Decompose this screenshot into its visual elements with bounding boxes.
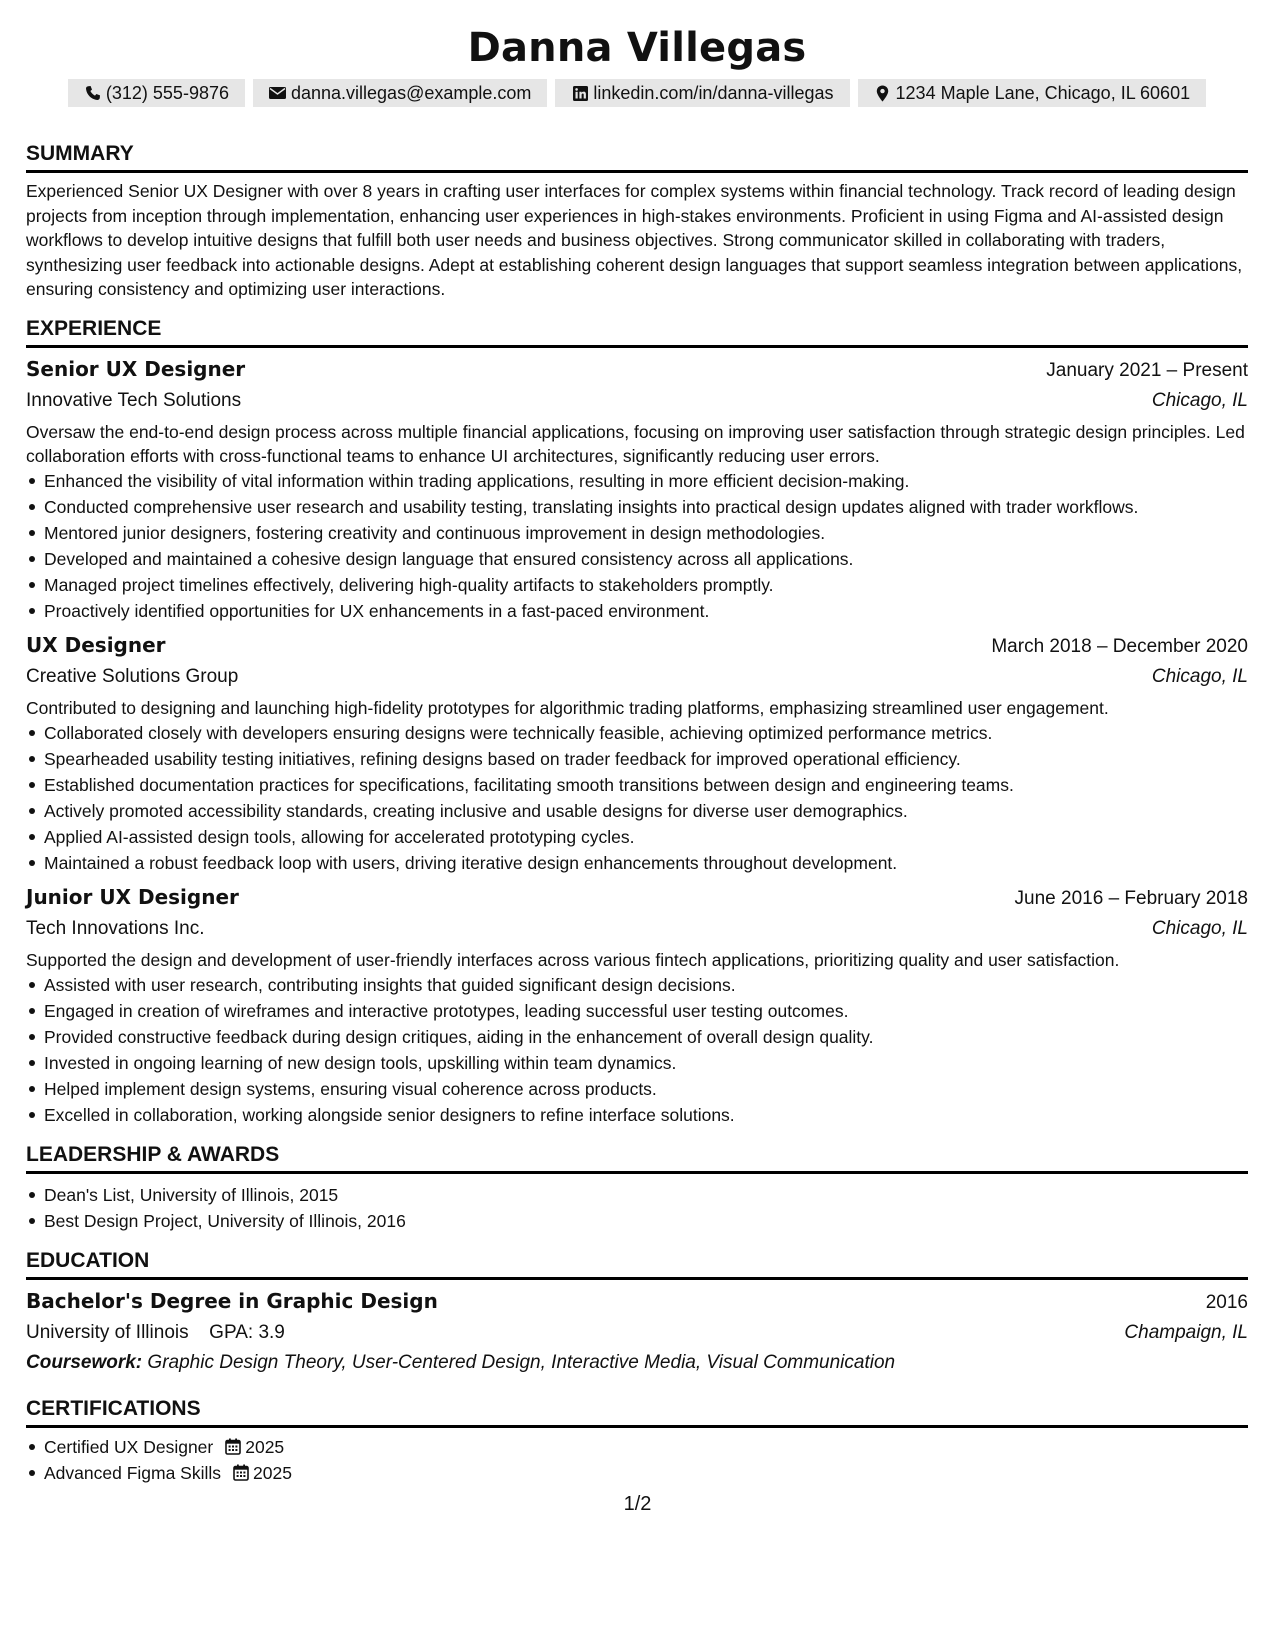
list-item: Helped implement design systems, ensuring visual coherence across products. — [44, 1076, 1248, 1102]
experience-section — [26, 316, 1248, 1128]
linkedin-text: linkedin.com/in/danna-villegas — [593, 82, 834, 103]
list-item: Collaborated closely with developers ensuring designs were technically feasible, achieving optimized performance metrics. — [44, 720, 1248, 746]
school-location: Champaign, IL — [1124, 1321, 1248, 1343]
job-dates: June 2016 – February 2018 — [1014, 887, 1248, 909]
education-heading: EDUCATION — [26, 1248, 1248, 1280]
cert-name: Advanced Figma Skills — [44, 1462, 222, 1483]
awards-list — [26, 1182, 1248, 1234]
awards-heading: LEADERSHIP & AWARDS — [26, 1142, 1248, 1174]
certifications-list — [26, 1434, 1248, 1486]
phone-chip[interactable] — [68, 79, 245, 107]
list-item: Spearheaded usability testing initiatives, refining designs based on trader feedback for improved operational efficiency. — [44, 746, 1248, 772]
coursework-line — [26, 1348, 1248, 1378]
job-title: UX Designer — [26, 632, 166, 657]
list-item: Dean's List, University of Illinois, 2015 — [44, 1182, 1248, 1208]
list-item — [44, 1434, 1248, 1460]
job-title: Junior UX Designer — [26, 884, 239, 909]
summary-text: Experienced Senior UX Designer with over 8 years in crafting user interfaces for complex systems within financial technology. Track record of leading design projects from inception through implementation, enhancing user experiences in high-stakes environments. Proficient in using Figma and AI-assisted design workflows to develop intuitive designs that fulfill both user needs and business objectives. Strong communicator skilled in collaborating with traders, synthesizing user feedback into actionable designs. Adept at establishing coherent design languages that support seamless integration between applications, ensuring consistency and optimizing user interactions. — [26, 181, 1243, 299]
job-location: Chicago, IL — [1151, 665, 1248, 687]
list-item: Provided constructive feedback during design critiques, aiding in the enhancement of overall design quality. — [44, 1024, 1248, 1050]
cert-year: 2025 — [253, 1462, 292, 1483]
job-entry — [26, 630, 1248, 876]
list-item: Mentored junior designers, fostering creativity and continuous improvement in design methodologies. — [44, 520, 1248, 546]
school-line — [26, 1318, 285, 1348]
awards-section — [26, 1142, 1248, 1234]
phone-text: (312) 555-9876 — [105, 82, 229, 103]
job-dates: January 2021 – Present — [1046, 359, 1248, 381]
coursework-text: Graphic Design Theory, User-Centered Design, Interactive Media, Visual Communication — [147, 1351, 896, 1373]
resume-page — [26, 0, 1248, 1486]
calendar-icon — [233, 1464, 249, 1481]
job-description: Supported the design and development of user-friendly interfaces across various fintech applications, prioritizing quality and user satisfaction. — [26, 949, 1120, 970]
cert-year: 2025 — [245, 1436, 285, 1457]
summary-section — [26, 141, 1248, 302]
email-text: danna.villegas@example.com — [290, 82, 532, 103]
list-item: Best Design Project, University of Illinois, 2016 — [44, 1208, 1248, 1234]
coursework-label: Coursework: — [26, 1351, 143, 1373]
experience-heading: EXPERIENCE — [26, 316, 1248, 348]
map-pin-icon — [874, 84, 892, 102]
list-item: Established documentation practices for specifications, facilitating smooth transitions between design and engineering teams. — [44, 772, 1248, 798]
job-bullets — [26, 972, 1248, 1128]
list-item: Maintained a robust feedback loop with users, driving iterative design enhancements throughout development. — [44, 850, 1248, 876]
address-text: 1234 Maple Lane, Chicago, IL 60601 — [895, 82, 1191, 103]
job-bullets — [26, 720, 1248, 876]
list-item: Enhanced the visibility of vital information within trading applications, resulting in more efficient decision-making. — [44, 468, 1248, 494]
job-description: Oversaw the end-to-end design process across multiple financial applications, focusing on improving user satisfaction through strategic design principles. Led collaboration efforts with cross-functional teams to enhance UI architectures, significantly reducing user errors. — [26, 421, 1245, 466]
list-item: Developed and maintained a cohesive design language that ensured consistency across all applications. — [44, 546, 1248, 572]
job-description: Contributed to designing and launching high-fidelity prototypes for algorithmic trading platforms, emphasizing streamlined user engagement. — [26, 697, 1109, 718]
job-location: Chicago, IL — [1151, 917, 1248, 939]
certifications-heading: CERTIFICATIONS — [26, 1396, 1248, 1428]
education-section — [26, 1248, 1248, 1378]
job-dates: March 2018 – December 2020 — [991, 635, 1248, 657]
list-item: Actively promoted accessibility standards, creating inclusive and usable designs for diverse user demographics. — [44, 798, 1248, 824]
list-item: Assisted with user research, contributing insights that guided significant design decisions. — [44, 972, 1248, 998]
contact-bar — [26, 79, 1248, 107]
list-item: Conducted comprehensive user research and usability testing, translating insights into practical design updates aligned with trader workflows. — [44, 494, 1248, 520]
list-item: Engaged in creation of wireframes and interactive prototypes, leading successful user testing outcomes. — [44, 998, 1248, 1024]
calendar-icon — [225, 1438, 241, 1455]
gpa: GPA: 3.9 — [209, 1321, 285, 1343]
job-entry — [26, 882, 1248, 1128]
list-item: Managed project timelines effectively, delivering high-quality artifacts to stakeholders promptly. — [44, 572, 1248, 598]
envelope-icon — [269, 84, 287, 102]
page-number: 1/2 — [623, 1493, 652, 1515]
list-item: Applied AI-assisted design tools, allowing for accelerated prototyping cycles. — [44, 824, 1248, 850]
company-name: Tech Innovations Inc. — [26, 917, 205, 939]
candidate-name: Danna Villegas — [467, 25, 807, 71]
school-name: University of Illinois — [26, 1321, 189, 1343]
phone-icon — [84, 84, 102, 102]
cert-name: Certified UX Designer — [44, 1436, 214, 1457]
list-item: Proactively identified opportunities for UX enhancements in a fast-paced environment. — [44, 598, 1248, 624]
list-item: Invested in ongoing learning of new design tools, upskilling within team dynamics. — [44, 1050, 1248, 1076]
company-name: Creative Solutions Group — [26, 665, 239, 687]
list-item — [44, 1460, 1248, 1486]
list-item: Excelled in collaboration, working alongside senior designers to refine interface solutions. — [44, 1102, 1248, 1128]
degree-name: Bachelor's Degree in Graphic Design — [26, 1288, 438, 1313]
job-entry — [26, 354, 1248, 624]
certifications-section — [26, 1396, 1248, 1486]
email-chip[interactable] — [253, 79, 547, 107]
linkedin-chip[interactable] — [555, 79, 849, 107]
job-location: Chicago, IL — [1151, 389, 1248, 411]
address-chip[interactable] — [858, 79, 1207, 107]
job-title: Senior UX Designer — [26, 356, 246, 381]
summary-heading: SUMMARY — [26, 141, 1248, 173]
job-bullets — [26, 468, 1248, 624]
company-name: Innovative Tech Solutions — [26, 389, 242, 411]
graduation-year: 2016 — [1205, 1291, 1248, 1313]
linkedin-icon — [571, 84, 589, 102]
